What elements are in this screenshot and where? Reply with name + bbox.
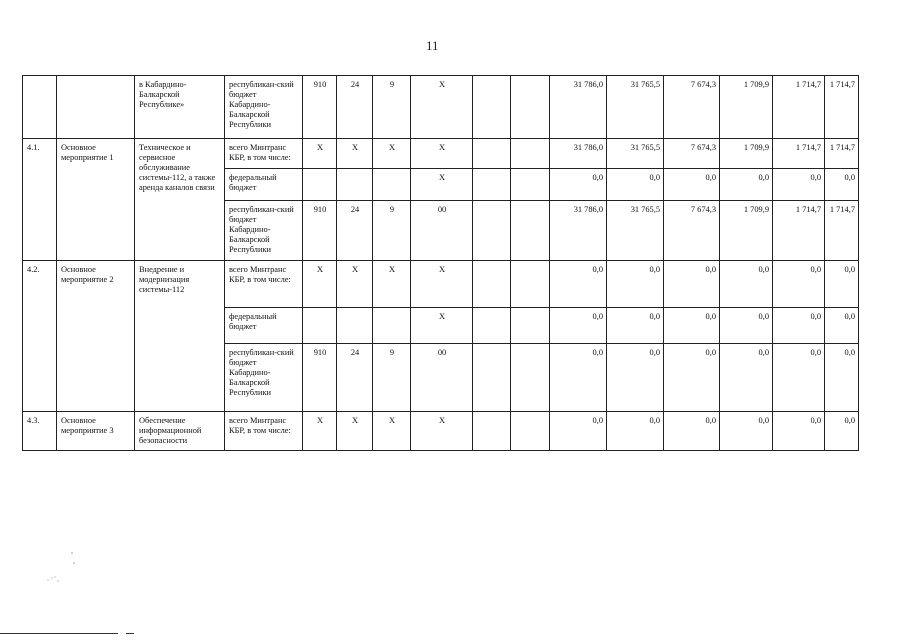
funding-source-cell: всего Минтранс КБР, в том числе: bbox=[225, 261, 303, 308]
extra-code-cell bbox=[511, 344, 550, 412]
measure-type-cell: Основное мероприятие 3 bbox=[57, 412, 135, 451]
funding-source-cell: федеральный бюджет bbox=[225, 169, 303, 201]
budget-table bbox=[22, 75, 859, 451]
measure-name-cell: Техническое и сервисное обслуживание системы-112, а также аренда каналов связи bbox=[135, 139, 225, 261]
value-cell-6: 0,0 bbox=[825, 308, 859, 344]
funding-source-cell: республикан-ский бюджет Кабардино-Балкарской Республики bbox=[225, 201, 303, 261]
table-row bbox=[23, 139, 859, 169]
section-code-cell: 24 bbox=[337, 76, 373, 139]
row-number-cell: 4.3. bbox=[23, 412, 57, 451]
footer-dash bbox=[126, 633, 134, 634]
value-cell-4: 0,0 bbox=[720, 412, 773, 451]
extra-code-cell bbox=[511, 76, 550, 139]
subsection-code-cell: 9 bbox=[373, 76, 411, 139]
value-cell-1: 0,0 bbox=[550, 261, 607, 308]
expense-type-cell bbox=[473, 169, 511, 201]
expense-type-cell bbox=[473, 76, 511, 139]
target-item-code-cell: Х bbox=[411, 76, 473, 139]
row-number-cell bbox=[23, 76, 57, 139]
value-cell-6: 0,0 bbox=[825, 169, 859, 201]
value-cell-5: 1 714,7 bbox=[773, 201, 825, 261]
value-cell-6: 0,0 bbox=[825, 412, 859, 451]
table-row bbox=[23, 76, 859, 139]
grbs-code-cell: 910 bbox=[303, 344, 337, 412]
footer-rule bbox=[0, 633, 118, 634]
measure-type-cell bbox=[57, 76, 135, 139]
grbs-code-cell: 910 bbox=[303, 201, 337, 261]
target-item-code-cell: Х bbox=[411, 261, 473, 308]
subsection-code-cell bbox=[373, 169, 411, 201]
extra-code-cell bbox=[511, 139, 550, 169]
grbs-code-cell: 910 bbox=[303, 76, 337, 139]
measure-name-cell: Внедрение и модернизация системы-112 bbox=[135, 261, 225, 412]
value-cell-3: 0,0 bbox=[664, 261, 720, 308]
section-code-cell: Х bbox=[337, 412, 373, 451]
target-item-code-cell: Х bbox=[411, 308, 473, 344]
funding-source-cell: всего Минтранс КБР, в том числе: bbox=[225, 139, 303, 169]
value-cell-3: 0,0 bbox=[664, 412, 720, 451]
target-item-code-cell: 00 bbox=[411, 201, 473, 261]
funding-source-cell: республикан-ский бюджет Кабардино-Балкарской Республики bbox=[225, 344, 303, 412]
section-code-cell bbox=[337, 169, 373, 201]
value-cell-1: 0,0 bbox=[550, 412, 607, 451]
value-cell-4: 1 709,9 bbox=[720, 76, 773, 139]
subsection-code-cell: Х bbox=[373, 412, 411, 451]
value-cell-4: 0,0 bbox=[720, 169, 773, 201]
expense-type-cell bbox=[473, 201, 511, 261]
value-cell-2: 0,0 bbox=[607, 261, 664, 308]
value-cell-5: 0,0 bbox=[773, 412, 825, 451]
grbs-code-cell: Х bbox=[303, 412, 337, 451]
section-code-cell: 24 bbox=[337, 344, 373, 412]
value-cell-3: 0,0 bbox=[664, 308, 720, 344]
value-cell-2: 31 765,5 bbox=[607, 201, 664, 261]
measure-type-cell: Основное мероприятие 1 bbox=[57, 139, 135, 261]
table-row bbox=[23, 261, 859, 308]
row-number-cell: 4.2. bbox=[23, 261, 57, 412]
extra-code-cell bbox=[511, 261, 550, 308]
value-cell-4: 0,0 bbox=[720, 344, 773, 412]
value-cell-5: 0,0 bbox=[773, 169, 825, 201]
section-code-cell: Х bbox=[337, 139, 373, 169]
value-cell-2: 0,0 bbox=[607, 308, 664, 344]
value-cell-1: 31 786,0 bbox=[550, 201, 607, 261]
value-cell-2: 0,0 bbox=[607, 169, 664, 201]
row-number-cell: 4.1. bbox=[23, 139, 57, 261]
grbs-code-cell: Х bbox=[303, 261, 337, 308]
value-cell-6: 1 714,7 bbox=[825, 139, 859, 169]
section-code-cell: Х bbox=[337, 261, 373, 308]
expense-type-cell bbox=[473, 261, 511, 308]
extra-code-cell bbox=[511, 412, 550, 451]
section-code-cell bbox=[337, 308, 373, 344]
funding-source-cell: федеральный бюджет bbox=[225, 308, 303, 344]
extra-code-cell bbox=[511, 308, 550, 344]
measure-name-cell: в Кабардино-Балкарской Республике» bbox=[135, 76, 225, 139]
extra-code-cell bbox=[511, 169, 550, 201]
value-cell-1: 0,0 bbox=[550, 169, 607, 201]
table-row bbox=[23, 412, 859, 451]
funding-source-cell: всего Минтранс КБР, в том числе: bbox=[225, 412, 303, 451]
value-cell-6: 1 714,7 bbox=[825, 76, 859, 139]
value-cell-6: 0,0 bbox=[825, 261, 859, 308]
value-cell-4: 1 709,9 bbox=[720, 139, 773, 169]
target-item-code-cell: Х bbox=[411, 169, 473, 201]
value-cell-6: 1 714,7 bbox=[825, 201, 859, 261]
value-cell-2: 0,0 bbox=[607, 412, 664, 451]
subsection-code-cell: Х bbox=[373, 261, 411, 308]
grbs-code-cell bbox=[303, 169, 337, 201]
value-cell-5: 1 714,7 bbox=[773, 139, 825, 169]
expense-type-cell bbox=[473, 139, 511, 169]
value-cell-3: 7 674,3 bbox=[664, 201, 720, 261]
funding-source-cell: республикан-ский бюджет Кабардино-Балкарской Республики bbox=[225, 76, 303, 139]
value-cell-4: 1 709,9 bbox=[720, 201, 773, 261]
subsection-code-cell: Х bbox=[373, 139, 411, 169]
value-cell-5: 0,0 bbox=[773, 344, 825, 412]
value-cell-3: 0,0 bbox=[664, 344, 720, 412]
page-number: 11 bbox=[426, 38, 439, 53]
target-item-code-cell: Х bbox=[411, 139, 473, 169]
value-cell-2: 0,0 bbox=[607, 344, 664, 412]
value-cell-2: 31 765,5 bbox=[607, 76, 664, 139]
target-item-code-cell: Х bbox=[411, 412, 473, 451]
grbs-code-cell bbox=[303, 308, 337, 344]
value-cell-6: 0,0 bbox=[825, 344, 859, 412]
value-cell-5: 1 714,7 bbox=[773, 76, 825, 139]
target-item-code-cell: 00 bbox=[411, 344, 473, 412]
extra-code-cell bbox=[511, 201, 550, 261]
value-cell-1: 31 786,0 bbox=[550, 139, 607, 169]
scan-specks bbox=[40, 550, 80, 590]
value-cell-4: 0,0 bbox=[720, 308, 773, 344]
value-cell-2: 31 765,5 bbox=[607, 139, 664, 169]
value-cell-1: 0,0 bbox=[550, 344, 607, 412]
measure-name-cell: Обеспечение информационной безопасности bbox=[135, 412, 225, 451]
value-cell-5: 0,0 bbox=[773, 261, 825, 308]
subsection-code-cell: 9 bbox=[373, 344, 411, 412]
value-cell-3: 0,0 bbox=[664, 169, 720, 201]
expense-type-cell bbox=[473, 412, 511, 451]
value-cell-3: 7 674,3 bbox=[664, 76, 720, 139]
subsection-code-cell bbox=[373, 308, 411, 344]
subsection-code-cell: 9 bbox=[373, 201, 411, 261]
measure-type-cell: Основное мероприятие 2 bbox=[57, 261, 135, 412]
section-code-cell: 24 bbox=[337, 201, 373, 261]
value-cell-3: 7 674,3 bbox=[664, 139, 720, 169]
grbs-code-cell: Х bbox=[303, 139, 337, 169]
value-cell-1: 0,0 bbox=[550, 308, 607, 344]
value-cell-1: 31 786,0 bbox=[550, 76, 607, 139]
value-cell-4: 0,0 bbox=[720, 261, 773, 308]
value-cell-5: 0,0 bbox=[773, 308, 825, 344]
expense-type-cell bbox=[473, 308, 511, 344]
expense-type-cell bbox=[473, 344, 511, 412]
